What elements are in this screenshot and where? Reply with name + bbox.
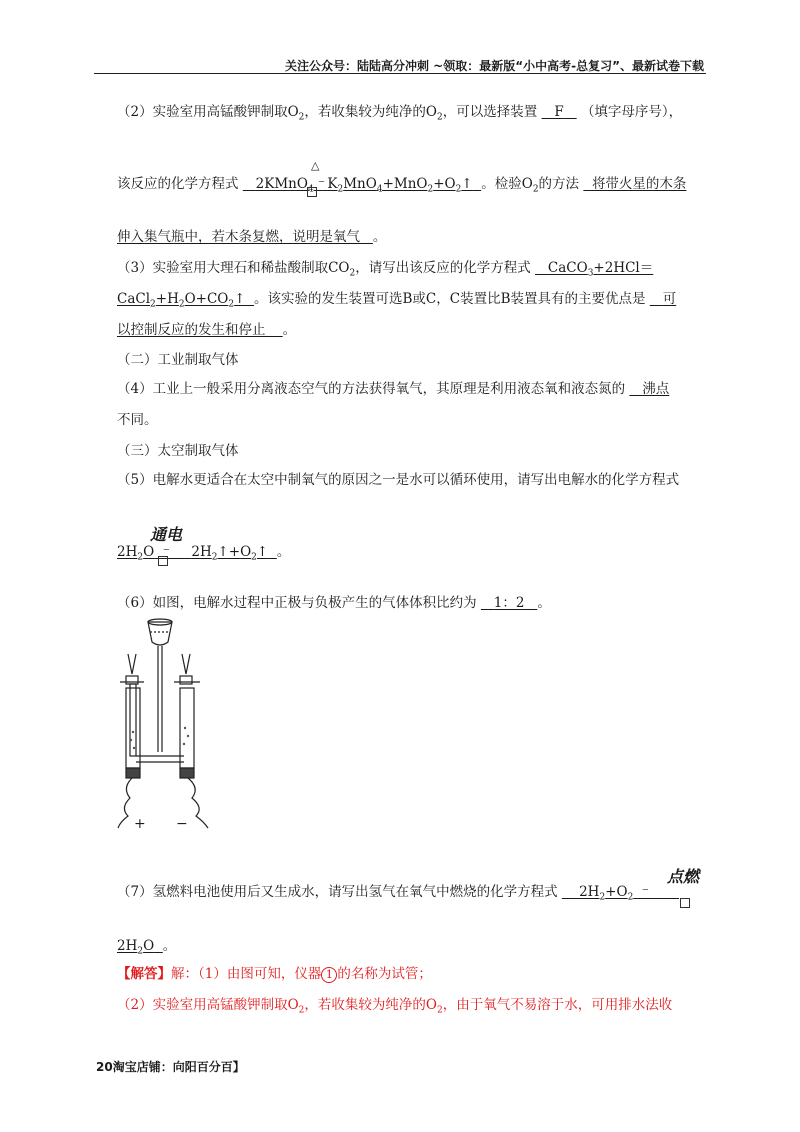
- q7-equation-part1: $2H_2+O_2$ ⁻: [579, 884, 680, 903]
- q2-answer-device: F: [554, 104, 564, 120]
- q4-line1: （4）工业上一般采用分离液态空气的方法获得氧气，其原理是利用液态氧和液态氮的 沸点: [117, 381, 670, 397]
- q3-line2: $CaCl_2+H_2O+CO_2↑$ 。该实验的发生装置可选B或C，C装置比B装置具有的主要优点是 可: [117, 291, 677, 310]
- equation-box-mark: [158, 554, 168, 570]
- section-industrial: （二）工业制取气体: [117, 352, 239, 368]
- page-header: 关注公众号：陆陆高分冲刺 ~领取：最新版“小中高考-总复习”、最新试卷下载: [285, 59, 704, 73]
- circled-number: 1: [321, 967, 337, 983]
- q3-answer-1: 可: [662, 291, 677, 307]
- q4-line2: 不同。: [117, 412, 158, 428]
- section-space: （三）太空制取气体: [117, 443, 239, 459]
- equation-box-mark: [680, 896, 690, 912]
- solution-line2: （2）实验室用高锰酸钾制取$O_2$，若收集较为纯净的$O_2$，由于氧气不易溶于水，可用排水法收: [117, 997, 673, 1016]
- q3-equation-part1: CaCO$_3$+2HCl＝: [547, 260, 654, 279]
- q4-answer: 沸点: [642, 381, 670, 397]
- page-footer: 20淘宝店铺：向阳百分百】: [96, 1060, 245, 1074]
- combustion-condition: 点燃: [667, 867, 700, 886]
- q3-line1: （3）实验室用大理石和稀盐酸制取$CO_2$，请写出该反应的化学方程式 CaCO$_3$+2HCl＝: [117, 260, 654, 279]
- q6-line1: （6）如图，电解水过程中正极与负极产生的气体体积比约为 1：2 。: [117, 595, 551, 611]
- q3-line3: 以控制反应的发生和停止 。: [117, 322, 297, 338]
- q7-line1: （7）氢燃料电池使用后又生成水，请写出氢气在氧气中燃烧的化学方程式 $2H_2+O_2$ ⁻: [117, 884, 680, 903]
- header-rule: [94, 73, 706, 74]
- q7-line2: $2H_2O$ 。: [117, 938, 177, 957]
- electrolysis-apparatus-figure: [112, 612, 222, 834]
- q2-equation-line: 该反应的化学方程式 2KMnO$_4$ ⁻ $K_2MnO_4+MnO_2+O_2↑$ 。检验$O_2$的方法 将带火星的木条: [117, 176, 687, 195]
- q2-line1: （2）实验室用高锰酸钾制取$O_2$，若收集较为纯净的$O_2$，可以选择装置 F （填字母序号），: [117, 104, 683, 123]
- equation-box-mark: [307, 185, 317, 201]
- q6-answer: 1：2: [493, 595, 525, 611]
- positive-electrode-label: +: [134, 816, 146, 832]
- q2-equation: 2KMnO$_4$ ⁻ $K_2MnO_4+MnO_2+O_2↑$: [255, 176, 473, 195]
- q3-equation-part2: $CaCl_2+H_2O+CO_2↑$: [117, 291, 246, 310]
- q5-line1: （5）电解水更适合在太空中制氧气的原因之一是水可以循环使用，请写出电解水的化学方程式: [117, 472, 680, 488]
- q5-equation: $2H_2O$ ⁻ $2H_2↑+O_2↑$ 。: [117, 544, 291, 563]
- heat-symbol: △: [311, 159, 320, 172]
- q2-check-answer-1: 将带火星的木条: [591, 176, 687, 192]
- q2-check-line2: 伸入集气瓶中，若木条复燃，说明是氧气 。: [117, 229, 387, 245]
- solution-line1: 【解答】解：（1）由图可知，仪器 1 的名称为试管；: [117, 966, 432, 982]
- electrolysis-condition: 通电: [150, 525, 183, 544]
- negative-electrode-label: −: [176, 816, 188, 832]
